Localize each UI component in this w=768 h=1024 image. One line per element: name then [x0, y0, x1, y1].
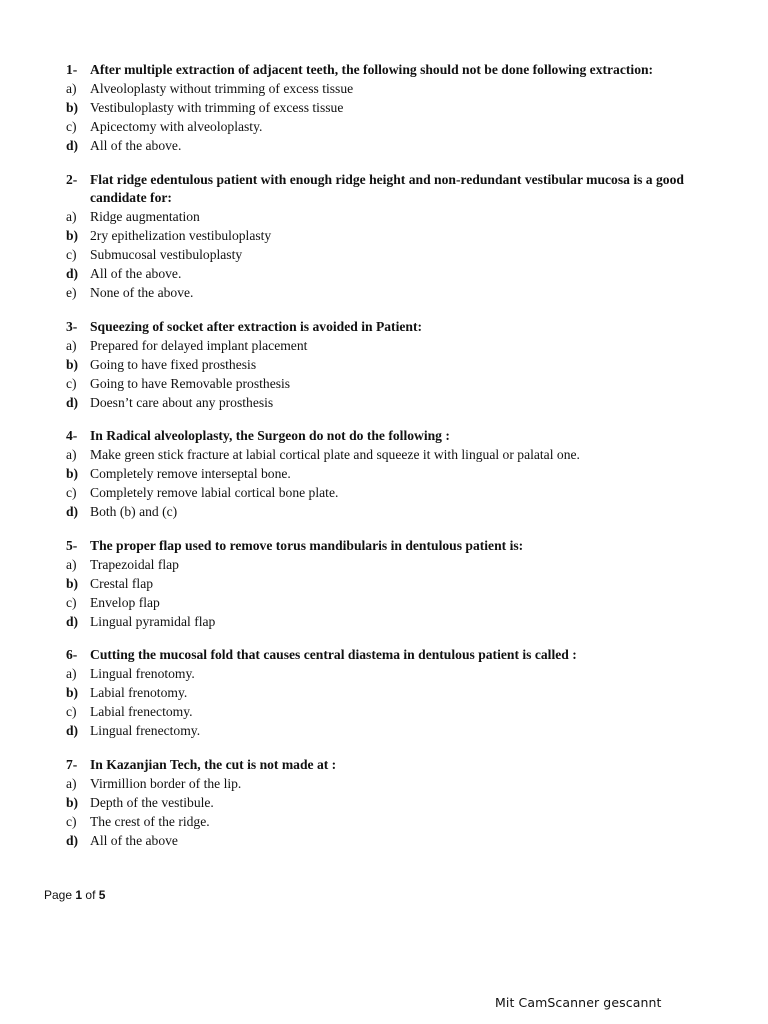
option-letter: d): [66, 504, 79, 520]
option-text: Envelop flap: [90, 594, 160, 610]
answer-option: [66, 284, 736, 303]
option-text: Labial frenectomy.: [90, 704, 193, 720]
option-text: Labial frenotomy.: [90, 685, 188, 701]
question-heading: [66, 646, 736, 665]
page-word: Page: [44, 888, 73, 902]
answer-option: [66, 99, 736, 118]
answer-option: [66, 118, 736, 137]
question-text: Squeezing of socket after extraction is avoided in Patient:: [90, 318, 422, 334]
answer-option: [66, 137, 736, 156]
answer-options: [66, 337, 736, 413]
question-block: [66, 427, 736, 522]
answer-options: [66, 665, 736, 741]
of-word: of: [85, 888, 96, 902]
answer-option: [66, 775, 736, 794]
scanner-watermark: Mit CamScanner gescannt: [495, 995, 662, 1010]
answer-option: [66, 665, 736, 684]
answer-option: [66, 813, 736, 832]
option-letter: b): [66, 356, 79, 372]
question-text: In Kazanjian Tech, the cut is not made at :: [90, 757, 337, 772]
option-letter: a): [66, 556, 77, 572]
answer-options: [66, 775, 736, 851]
option-letter: a): [66, 775, 77, 791]
option-text: Going to have Removable prosthesis: [90, 375, 291, 391]
option-text: Completely remove interseptal bone.: [90, 466, 291, 482]
question-heading: [66, 61, 736, 80]
question-text: The proper flap used to remove torus mandibularis in dentulous patient is:: [90, 537, 524, 553]
question-block: [66, 61, 736, 156]
option-letter: a): [66, 80, 77, 96]
option-text: Make green stick fracture at labial cortical plate and squeeze it with lingual or palatal one.: [90, 447, 580, 463]
page-counter: [44, 888, 105, 902]
option-text: All of the above.: [90, 266, 182, 282]
option-letter: d): [66, 832, 79, 848]
answer-option: [66, 394, 736, 413]
question-text: Cutting the mucosal fold that causes central diastema in dentulous patient is called :: [90, 647, 577, 663]
option-letter: b): [66, 99, 79, 115]
answer-options: [66, 556, 736, 632]
option-letter: a): [66, 209, 77, 225]
answer-option: [66, 375, 736, 394]
option-text: 2ry epithelization vestibuloplasty: [90, 228, 272, 244]
answer-options: [66, 446, 736, 522]
option-letter: c): [66, 118, 77, 134]
option-text: All of the above.: [90, 137, 182, 153]
option-text: Submucosal vestibuloplasty: [90, 247, 243, 263]
question-heading: [66, 318, 736, 337]
question-number: 4-: [66, 428, 78, 444]
question-number: 1-: [66, 62, 78, 77]
answer-option: [66, 556, 736, 575]
option-letter: d): [66, 613, 79, 629]
option-text: Lingual frenotomy.: [90, 666, 195, 682]
answer-option: [66, 613, 736, 632]
answer-option: [66, 356, 736, 375]
option-text: Virmillion border of the lip.: [90, 775, 242, 791]
option-letter: b): [66, 228, 79, 244]
answer-option: [66, 465, 736, 484]
question-list: [66, 61, 736, 866]
option-letter: b): [66, 685, 79, 701]
option-letter: d): [66, 266, 79, 282]
answer-option: [66, 684, 736, 703]
option-text: None of the above.: [90, 284, 194, 300]
option-text: Both (b) and (c): [90, 504, 178, 520]
question-block: [66, 537, 736, 632]
question-block: [66, 646, 736, 741]
option-text: Crestal flap: [90, 575, 154, 591]
option-letter: b): [66, 575, 79, 591]
question-text: In Radical alveoloplasty, the Surgeon do not do the following :: [90, 428, 450, 444]
question-number: 2-: [66, 171, 78, 187]
option-letter: a): [66, 337, 77, 353]
option-letter: e): [66, 284, 77, 300]
option-text: Completely remove labial cortical bone plate.: [90, 485, 339, 501]
option-letter: b): [66, 466, 79, 482]
option-letter: a): [66, 447, 77, 463]
option-text: Ridge augmentation: [90, 209, 200, 225]
question-block: [66, 171, 736, 303]
option-text: Doesn’t care about any prosthesis: [90, 394, 274, 410]
option-text: All of the above: [90, 832, 178, 848]
option-letter: c): [66, 594, 77, 610]
question-number: 6-: [66, 647, 78, 663]
answer-option: [66, 227, 736, 246]
option-letter: c): [66, 375, 77, 391]
question-heading: [66, 427, 736, 446]
option-letter: d): [66, 394, 79, 410]
answer-option: [66, 503, 736, 522]
option-letter: a): [66, 666, 77, 682]
option-text: Lingual pyramidal flap: [90, 613, 216, 629]
option-text: The crest of the ridge.: [90, 813, 210, 829]
option-letter: c): [66, 813, 77, 829]
option-letter: c): [66, 704, 77, 720]
answer-option: [66, 484, 736, 503]
answer-option: [66, 246, 736, 265]
question-heading: [66, 171, 736, 209]
question-number: 3-: [66, 318, 78, 334]
question-block: [66, 756, 736, 851]
answer-option: [66, 446, 736, 465]
answer-option: [66, 265, 736, 284]
question-text: After multiple extraction of adjacent teeth, the following should not be done following extraction:: [90, 62, 654, 77]
option-text: Alveoloplasty without trimming of excess tissue: [90, 80, 354, 96]
option-text: Depth of the vestibule.: [90, 794, 214, 810]
answer-options: [66, 80, 736, 156]
answer-option: [66, 794, 736, 813]
question-number: 5-: [66, 537, 78, 553]
answer-option: [66, 575, 736, 594]
answer-option: [66, 722, 736, 741]
option-text: Vestibuloplasty with trimming of excess tissue: [90, 99, 344, 115]
answer-option: [66, 594, 736, 613]
question-block: [66, 318, 736, 413]
current-page-number: 1: [75, 888, 83, 902]
answer-option: [66, 337, 736, 356]
option-letter: b): [66, 794, 79, 810]
answer-option: [66, 832, 736, 851]
answer-options: [66, 208, 736, 303]
answer-option: [66, 703, 736, 722]
option-letter: d): [66, 723, 79, 739]
option-text: Apicectomy with alveoloplasty.: [90, 118, 263, 134]
question-heading: [66, 537, 736, 556]
option-text: Prepared for delayed implant placement: [90, 337, 308, 353]
option-text: Going to have fixed prosthesis: [90, 356, 257, 372]
total-page-number: 5: [98, 888, 106, 902]
option-text: Trapezoidal flap: [90, 556, 179, 572]
question-number: 7-: [66, 757, 78, 772]
answer-option: [66, 80, 736, 99]
answer-option: [66, 208, 736, 227]
option-letter: c): [66, 247, 77, 263]
option-letter: c): [66, 485, 77, 501]
question-heading: [66, 756, 736, 775]
option-text: Lingual frenectomy.: [90, 723, 201, 739]
option-letter: d): [66, 137, 79, 153]
question-text: Flat ridge edentulous patient with enough ridge height and non-redundant vestibular mucosa is a good candidate for:: [90, 171, 684, 206]
